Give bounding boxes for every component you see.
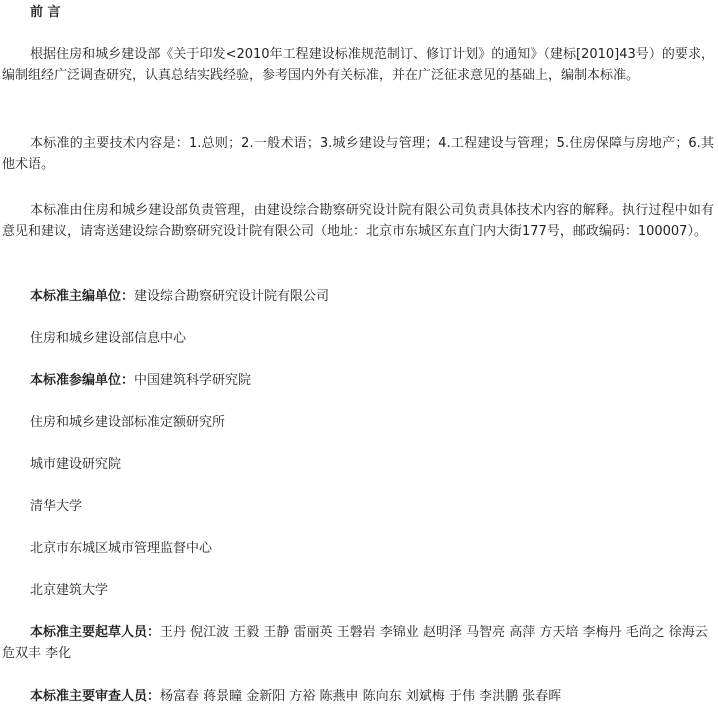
drafters-line — [2, 622, 714, 664]
participant-unit-3: 城市建设研究院 — [30, 457, 122, 472]
reviewers-label: 本标准主要审查人员： — [30, 689, 161, 704]
participant-unit-label: 本标准参编单位： — [30, 373, 135, 388]
chief-unit-label: 本标准主编单位： — [30, 289, 135, 304]
preface-title: 前 言 — [30, 5, 61, 20]
drafters-label: 本标准主要起草人员： — [30, 625, 161, 640]
chief-unit-2: 住房和城乡建设部信息中心 — [30, 331, 187, 346]
reviewers-line — [30, 686, 716, 707]
participant-unit-4: 清华大学 — [30, 499, 83, 514]
drafters-names: 王丹 倪江波 王毅 王静 雷丽英 王磐岩 李锦业 赵明泽 马智亮 高萍 方天培 李梅丹 毛尚之 徐海云 危双丰 李化 — [2, 625, 708, 661]
paragraph-basis: 根据住房和城乡建设部《关于印发<2010年工程建设标准规范制订、修订计划》的通知》（建标[2010]43号）的要求，编制组经广泛调查研究，认真总结实践经验，参考国内外有关标准，并在广泛征求意见的基础上，编制本标准。 — [2, 47, 714, 83]
participant-unit-6: 北京建筑大学 — [30, 583, 109, 598]
participant-unit-1: 中国建筑科学研究院 — [134, 373, 252, 388]
participant-unit-line — [30, 370, 716, 391]
paragraph-management: 本标准由住房和城乡建设部负责管理，由建设综合勘察研究设计院有限公司负责具体技术内容的解释。执行过程中如有意见和建议，请寄送建设综合勘察研究设计院有限公司（地址：北京市东城区东直门内大街177号，邮政编码：100007）。 — [2, 203, 714, 239]
paragraph-contents: 本标准的主要技术内容是：1.总则；2.一般术语；3.城乡建设与管理；4.工程建设与管理；5.住房保障与房地产；6.其他术语。 — [2, 136, 714, 172]
reviewers-names: 杨富春 蒋景瞳 金新阳 方裕 陈燕申 陈向东 刘斌梅 于伟 李洪鹏 张春晖 — [160, 689, 562, 704]
participant-unit-5: 北京市东城区城市管理监督中心 — [30, 541, 213, 556]
chief-unit-1: 建设综合勘察研究设计院有限公司 — [134, 289, 330, 304]
participant-unit-2: 住房和城乡建设部标准定额研究所 — [30, 415, 226, 430]
chief-unit-line — [30, 286, 716, 307]
